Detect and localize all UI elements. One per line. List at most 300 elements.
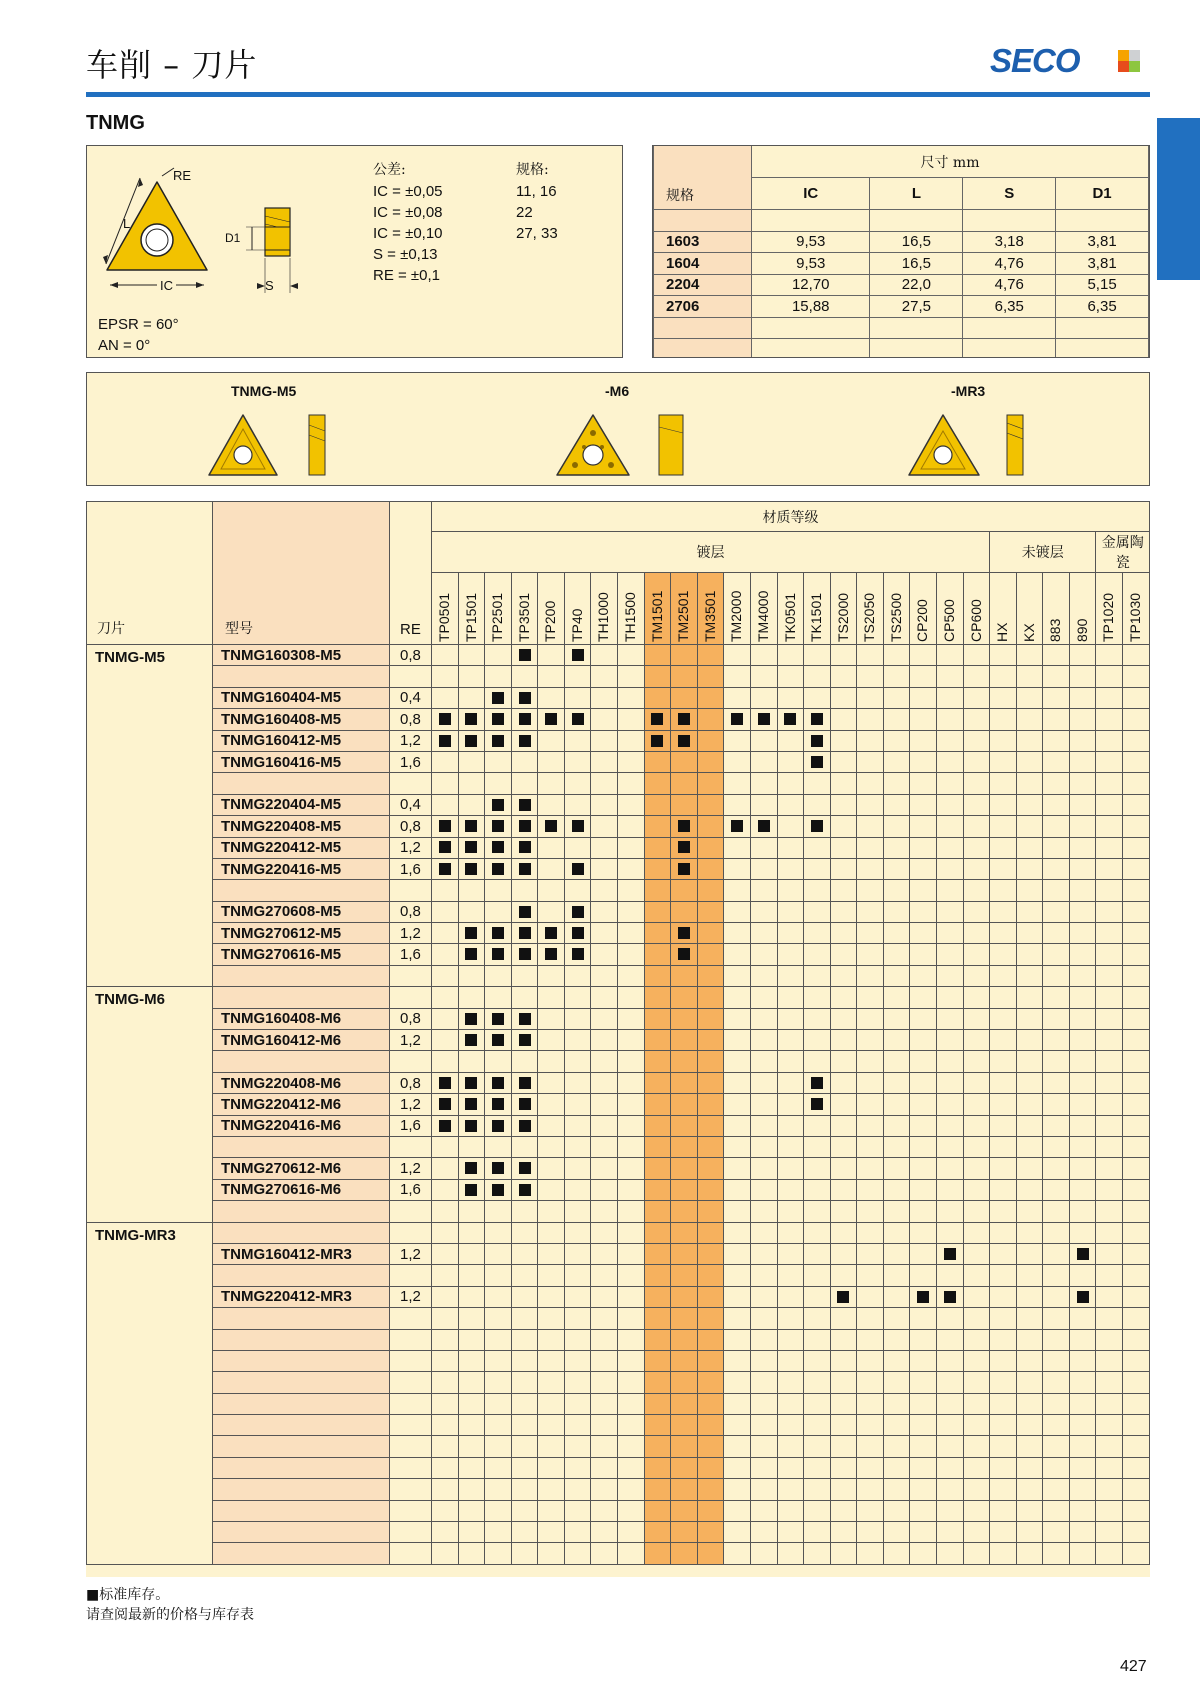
grade-cell xyxy=(671,773,698,794)
dim-value: 4,76 xyxy=(963,274,1056,296)
grade-cell xyxy=(485,1522,512,1543)
grade-cell xyxy=(485,645,512,666)
grade-cell xyxy=(432,1522,459,1543)
grade-cell xyxy=(750,880,777,901)
grade-cell xyxy=(618,1372,645,1393)
grade-cell xyxy=(857,1072,884,1093)
grade-cell xyxy=(538,1201,565,1222)
stock-marker-icon xyxy=(811,756,823,768)
stock-marker-icon xyxy=(492,1034,504,1046)
grade-cell xyxy=(1069,730,1096,751)
grade-column-header xyxy=(883,573,910,645)
grade-cell xyxy=(697,1265,724,1286)
stock-marker-icon xyxy=(519,906,531,918)
grade-cell xyxy=(671,1479,698,1500)
grade-cell xyxy=(485,1115,512,1136)
grade-cell xyxy=(724,1500,751,1521)
stock-marker-icon xyxy=(492,735,504,747)
grade-cell xyxy=(963,1522,990,1543)
grade-cell xyxy=(1043,944,1070,965)
grade-cell xyxy=(1016,987,1043,1008)
grade-cell xyxy=(1016,1286,1043,1307)
stock-marker-icon xyxy=(465,1013,477,1025)
grade-cell xyxy=(804,709,831,730)
grade-cell xyxy=(458,751,485,772)
grade-cell xyxy=(1016,880,1043,901)
grade-cell xyxy=(936,794,963,815)
grade-cell xyxy=(857,1457,884,1478)
grade-row xyxy=(87,709,1150,730)
grade-cell xyxy=(1096,1393,1123,1414)
insert-group-label: TNMG-MR3 xyxy=(87,1222,213,1564)
dim-value: 22,0 xyxy=(870,274,963,296)
grade-cell xyxy=(936,1329,963,1350)
grade-cell xyxy=(671,837,698,858)
grade-cell xyxy=(1016,1350,1043,1371)
grade-cell xyxy=(1016,1522,1043,1543)
grade-cell xyxy=(750,965,777,986)
grade-cell xyxy=(750,1393,777,1414)
grade-cell xyxy=(1016,1179,1043,1200)
grade-cell xyxy=(618,1500,645,1521)
grade-cell xyxy=(591,1115,618,1136)
grade-cell xyxy=(857,1415,884,1436)
grade-cell xyxy=(697,1436,724,1457)
type-cell: TNMG160404-M5 xyxy=(213,687,390,708)
grade-cell xyxy=(1096,1265,1123,1286)
grade-cell xyxy=(511,1393,538,1414)
grade-cell xyxy=(830,730,857,751)
grade-cell xyxy=(618,1115,645,1136)
grade-cell xyxy=(777,1030,804,1051)
grade-cell xyxy=(671,1094,698,1115)
grade-cell xyxy=(883,944,910,965)
grade-row xyxy=(87,1094,1150,1115)
grade-cell xyxy=(830,751,857,772)
grade-row xyxy=(87,730,1150,751)
grade-cell xyxy=(1043,1500,1070,1521)
grade-column-header xyxy=(1069,573,1096,645)
grade-cell xyxy=(591,1243,618,1264)
grade-cell xyxy=(1043,709,1070,730)
grade-cell xyxy=(750,1372,777,1393)
grade-cell xyxy=(724,880,751,901)
stock-marker-icon xyxy=(492,1013,504,1025)
grade-cell xyxy=(910,1479,937,1500)
spacer-row xyxy=(87,1265,1150,1286)
stock-marker-icon xyxy=(439,735,451,747)
grade-cell xyxy=(750,730,777,751)
grade-cell xyxy=(857,730,884,751)
grade-cell xyxy=(1123,730,1150,751)
grade-cell xyxy=(618,1136,645,1157)
grade-cell xyxy=(1043,1243,1070,1264)
stock-marker-icon xyxy=(678,735,690,747)
grade-cell xyxy=(538,1265,565,1286)
stock-marker-icon xyxy=(784,713,796,725)
grade-cell xyxy=(910,923,937,944)
grade-cell xyxy=(618,1179,645,1200)
grade-cell xyxy=(910,730,937,751)
grade-cell xyxy=(1069,1415,1096,1436)
grade-cell xyxy=(990,730,1017,751)
insert-m6-icon xyxy=(553,411,693,481)
re-cell xyxy=(390,1201,432,1222)
grade-cell xyxy=(1096,1479,1123,1500)
grade-cell xyxy=(564,751,591,772)
grade-cell xyxy=(644,901,671,922)
grade-cell xyxy=(830,1479,857,1500)
grade-cell xyxy=(936,901,963,922)
grade-cell xyxy=(1123,1008,1150,1029)
grade-cell xyxy=(963,837,990,858)
re-cell xyxy=(390,1222,432,1243)
stock-marker-icon xyxy=(492,1162,504,1174)
stock-marker-icon xyxy=(465,1162,477,1174)
grade-cell xyxy=(883,1072,910,1093)
stock-marker-icon xyxy=(492,927,504,939)
geometry-label-mr3: -MR3 xyxy=(951,383,986,399)
stock-marker-icon xyxy=(519,1120,531,1132)
grade-cell xyxy=(750,1115,777,1136)
type-cell: TNMG220416-M5 xyxy=(213,858,390,879)
grade-cell xyxy=(750,1136,777,1157)
grade-cell xyxy=(750,1522,777,1543)
grade-cell xyxy=(511,1008,538,1029)
grade-cell xyxy=(724,1179,751,1200)
grade-cell xyxy=(485,1286,512,1307)
grade-cell xyxy=(910,1543,937,1564)
grade-cell xyxy=(830,1436,857,1457)
grade-row xyxy=(87,837,1150,858)
grade-cell xyxy=(697,1201,724,1222)
grade-cell xyxy=(857,901,884,922)
grade-cell xyxy=(1043,666,1070,687)
grade-cell xyxy=(830,1201,857,1222)
re-cell: 1,2 xyxy=(390,837,432,858)
grade-cell xyxy=(724,1308,751,1329)
grade-cell xyxy=(750,709,777,730)
grade-cell xyxy=(644,1179,671,1200)
dim-row xyxy=(654,231,1149,253)
grade-label: TP1020 xyxy=(1100,592,1117,642)
grade-cell xyxy=(458,1115,485,1136)
grade-label: TM2501 xyxy=(675,590,692,642)
grade-cell xyxy=(485,816,512,837)
spec-title: 规格: xyxy=(516,162,549,178)
grade-cell xyxy=(564,944,591,965)
grade-cell xyxy=(830,1457,857,1478)
grade-cell xyxy=(1123,1372,1150,1393)
grade-cell xyxy=(883,751,910,772)
grade-cell xyxy=(1096,1415,1123,1436)
grade-cell xyxy=(697,1222,724,1243)
grade-cell xyxy=(564,858,591,879)
stock-marker-icon xyxy=(651,735,663,747)
grade-row xyxy=(87,687,1150,708)
type-cell: TNMG160412-MR3 xyxy=(213,1243,390,1264)
grade-cell xyxy=(777,987,804,1008)
grade-cell xyxy=(750,1500,777,1521)
grade-cell xyxy=(511,1115,538,1136)
logo-mark-icon xyxy=(1118,50,1140,72)
grade-cell xyxy=(538,687,565,708)
grade-cell xyxy=(1043,1051,1070,1072)
type-cell xyxy=(213,987,390,1008)
grade-column-header xyxy=(1016,573,1043,645)
grade-cell xyxy=(644,1393,671,1414)
grade-cell xyxy=(618,709,645,730)
grade-cell xyxy=(1069,1265,1096,1286)
grade-cell xyxy=(511,1201,538,1222)
grade-cell xyxy=(750,1222,777,1243)
grade-cell xyxy=(432,730,459,751)
grade-cell xyxy=(777,816,804,837)
grade-cell xyxy=(830,1115,857,1136)
grade-cell xyxy=(697,1179,724,1200)
grade-cell xyxy=(1016,923,1043,944)
l-label: L xyxy=(123,216,131,231)
grade-cell xyxy=(618,1243,645,1264)
grade-cell xyxy=(1069,1072,1096,1093)
re-cell: 1,2 xyxy=(390,1094,432,1115)
stock-marker-icon xyxy=(492,948,504,960)
grade-cell xyxy=(618,1265,645,1286)
uncoated-group-header: 未镀层 xyxy=(990,532,1096,573)
grade-cell xyxy=(564,1308,591,1329)
grade-cell xyxy=(1069,1030,1096,1051)
stock-marker-icon xyxy=(465,927,477,939)
stock-marker-icon xyxy=(545,927,557,939)
grade-label: TP2501 xyxy=(489,592,506,642)
grade-cell xyxy=(511,773,538,794)
grade-cell xyxy=(432,837,459,858)
grade-cell xyxy=(830,1158,857,1179)
grade-cell xyxy=(564,794,591,815)
grade-cell xyxy=(936,1072,963,1093)
grade-cell xyxy=(458,1457,485,1478)
grade-cell xyxy=(564,1415,591,1436)
grade-cell xyxy=(644,1115,671,1136)
grade-cell xyxy=(830,901,857,922)
grade-cell xyxy=(564,1051,591,1072)
grade-cell xyxy=(671,730,698,751)
stock-marker-icon xyxy=(811,1077,823,1089)
grade-cell xyxy=(538,1543,565,1564)
grade-cell xyxy=(1016,1115,1043,1136)
grade-cell xyxy=(564,1158,591,1179)
grade-cell xyxy=(458,944,485,965)
re-cell: 1,6 xyxy=(390,944,432,965)
stock-marker-icon xyxy=(678,713,690,725)
grade-cell xyxy=(910,645,937,666)
grade-cell xyxy=(724,1243,751,1264)
grade-cell xyxy=(1123,1094,1150,1115)
grade-cell xyxy=(697,1372,724,1393)
grade-cell xyxy=(724,1115,751,1136)
grade-cell xyxy=(538,1393,565,1414)
stock-marker-icon xyxy=(492,713,504,725)
grade-cell xyxy=(777,1457,804,1478)
grade-cell xyxy=(857,1500,884,1521)
grade-cell xyxy=(458,645,485,666)
grade-cell xyxy=(990,1094,1017,1115)
type-cell: TNMG220404-M5 xyxy=(213,794,390,815)
stock-marker-icon xyxy=(492,692,504,704)
grade-cell xyxy=(564,730,591,751)
grade-cell xyxy=(1096,1094,1123,1115)
grade-cell xyxy=(591,666,618,687)
grade-cell xyxy=(777,794,804,815)
grade-cell xyxy=(432,1308,459,1329)
tolerance-line: RE = ±0,1 xyxy=(373,267,441,284)
grade-cell xyxy=(804,1072,831,1093)
grade-cell xyxy=(830,965,857,986)
grade-cell xyxy=(777,1500,804,1521)
grade-cell xyxy=(1123,901,1150,922)
grade-cell xyxy=(1043,880,1070,901)
grade-cell xyxy=(883,880,910,901)
grade-cell xyxy=(804,1158,831,1179)
grade-cell xyxy=(485,751,512,772)
grade-cell xyxy=(511,1457,538,1478)
grade-label: KX xyxy=(1020,623,1037,642)
grade-cell xyxy=(1123,1350,1150,1371)
stock-marker-icon xyxy=(492,863,504,875)
grade-row xyxy=(87,816,1150,837)
grade-cell xyxy=(936,1115,963,1136)
grade-cell xyxy=(618,965,645,986)
grade-cell xyxy=(857,709,884,730)
grade-cell xyxy=(724,1393,751,1414)
grade-cell xyxy=(1069,837,1096,858)
stock-marker-icon xyxy=(519,735,531,747)
grade-label: TK1501 xyxy=(808,592,825,642)
grade-cell xyxy=(564,1136,591,1157)
grade-cell xyxy=(485,666,512,687)
grade-cell xyxy=(830,1094,857,1115)
dim-column-header: S xyxy=(963,178,1056,210)
stock-marker-icon xyxy=(439,1077,451,1089)
grade-cell xyxy=(511,1372,538,1393)
grade-cell xyxy=(671,923,698,944)
grade-cell xyxy=(644,1051,671,1072)
spec-line: 27, 33 xyxy=(516,225,558,242)
grade-cell xyxy=(1043,1415,1070,1436)
insert-drawing-icon xyxy=(92,158,352,308)
grade-cell xyxy=(857,1479,884,1500)
grade-cell xyxy=(830,1030,857,1051)
grade-cell xyxy=(538,987,565,1008)
grade-cell xyxy=(724,1222,751,1243)
stock-marker-icon xyxy=(439,820,451,832)
grade-cell xyxy=(963,1115,990,1136)
grade-cell xyxy=(830,816,857,837)
grade-cell xyxy=(511,687,538,708)
re-cell: 0,8 xyxy=(390,1072,432,1093)
grade-cell xyxy=(936,944,963,965)
grade-cell xyxy=(1096,1543,1123,1564)
grade-cell xyxy=(1096,794,1123,815)
grade-cell xyxy=(936,751,963,772)
grade-cell xyxy=(910,1415,937,1436)
grade-cell xyxy=(485,1051,512,1072)
grade-cell xyxy=(1123,965,1150,986)
grade-cell xyxy=(618,1072,645,1093)
grade-cell xyxy=(750,1051,777,1072)
grade-cell xyxy=(1123,794,1150,815)
grade-cell xyxy=(777,901,804,922)
grade-cell xyxy=(883,1008,910,1029)
grade-cell xyxy=(804,1415,831,1436)
grade-cell xyxy=(697,880,724,901)
stock-marker-icon xyxy=(572,713,584,725)
grade-cell xyxy=(432,1030,459,1051)
grade-cell xyxy=(564,1265,591,1286)
grade-cell xyxy=(432,687,459,708)
grade-cell xyxy=(511,987,538,1008)
dimension-panel xyxy=(652,145,1150,358)
type-cell xyxy=(213,1222,390,1243)
grade-table-panel xyxy=(86,501,1150,1577)
grade-cell xyxy=(724,709,751,730)
grade-cell xyxy=(697,1243,724,1264)
grade-cell xyxy=(591,1522,618,1543)
grade-cell xyxy=(644,1222,671,1243)
grade-cell xyxy=(1096,687,1123,708)
grade-cell xyxy=(644,1094,671,1115)
grade-cell xyxy=(671,709,698,730)
grade-cell xyxy=(1096,1008,1123,1029)
grade-cell xyxy=(697,1393,724,1414)
re-cell: 1,2 xyxy=(390,1286,432,1307)
grade-cell xyxy=(830,1415,857,1436)
grade-cell xyxy=(591,1543,618,1564)
grade-cell xyxy=(644,880,671,901)
grade-cell xyxy=(804,645,831,666)
grade-cell xyxy=(777,1265,804,1286)
grade-cell xyxy=(1016,858,1043,879)
grade-cell xyxy=(485,1350,512,1371)
type-cell: TNMG220412-M5 xyxy=(213,837,390,858)
grade-cell xyxy=(618,837,645,858)
grade-cell xyxy=(910,1522,937,1543)
grade-cell xyxy=(883,1051,910,1072)
stock-marker-icon xyxy=(465,1184,477,1196)
grade-label: TS2050 xyxy=(861,592,878,642)
grade-cell xyxy=(671,1329,698,1350)
grade-cell xyxy=(830,1500,857,1521)
grade-cell xyxy=(910,1201,937,1222)
grade-cell xyxy=(883,1308,910,1329)
grade-cell xyxy=(1069,1136,1096,1157)
grade-cell xyxy=(804,1329,831,1350)
grade-cell xyxy=(697,1329,724,1350)
grade-cell xyxy=(1069,901,1096,922)
stock-marker-icon xyxy=(545,713,557,725)
type-cell: TNMG160412-M5 xyxy=(213,730,390,751)
grade-cell xyxy=(1043,1522,1070,1543)
grade-cell xyxy=(804,965,831,986)
grade-column-header xyxy=(511,573,538,645)
grade-label: TP1030 xyxy=(1127,592,1144,642)
grade-cell xyxy=(1123,1479,1150,1500)
grade-cell xyxy=(830,773,857,794)
grade-cell xyxy=(618,923,645,944)
grade-cell xyxy=(644,1308,671,1329)
grade-cell xyxy=(458,1500,485,1521)
grade-cell xyxy=(458,1522,485,1543)
